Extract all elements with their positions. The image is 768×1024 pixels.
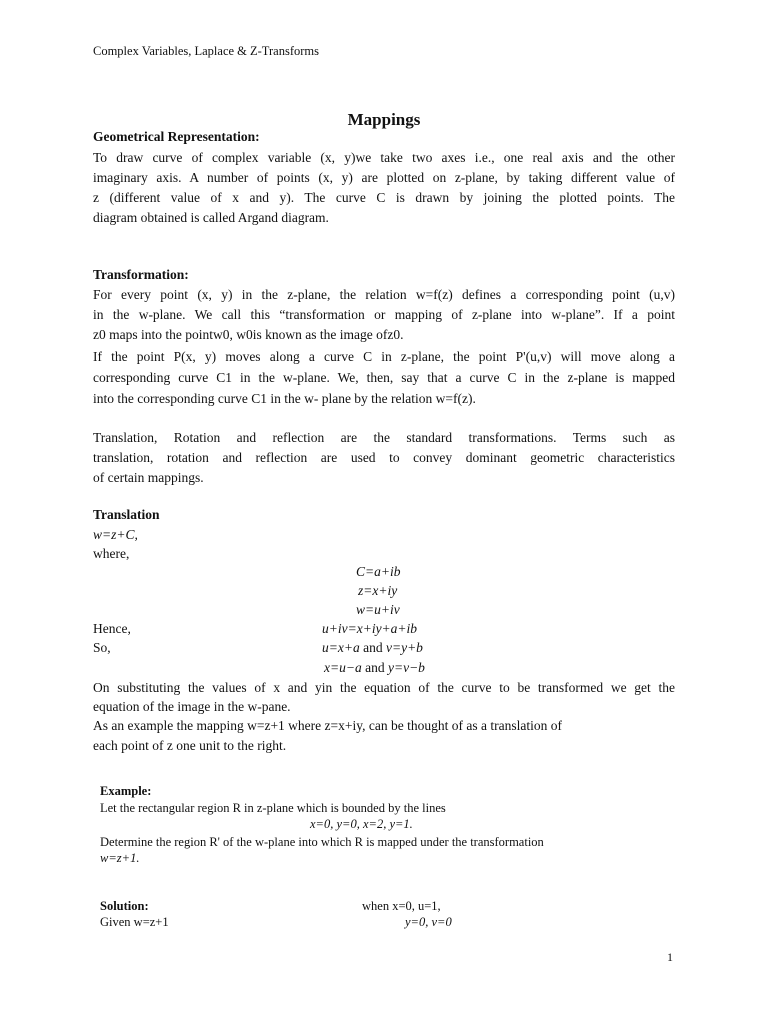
page-title: Mappings [347,110,421,129]
standard-line-1: Translation, Rotation and reflection are the standard transformations. Terms such as [93,430,675,445]
equation-y: y=v−b [387,660,425,675]
and-word: and [365,660,385,675]
solution-given: Given w=z+1 [100,915,169,929]
solution-heading: Solution: [100,899,149,913]
equation-uv [322,640,423,656]
geometric-line-4: diagram obtained is called Argand diagram. [93,210,329,225]
substitution-line-4: each point of z one unit to the right. [93,738,287,753]
transformation-line-6: into the corresponding curve C1 in the w- plane by the relation w=f(z). [93,391,476,406]
translation-heading: Translation [93,507,160,522]
page-number: 1 [667,950,673,964]
standard-line-2: translation, rotation and reflection are used to convey dominant geometric characteristics [93,450,675,465]
equation-c: C=a+ib [356,564,401,579]
so-label: So, [93,640,111,655]
geometric-line-2: imaginary axis. A number of points (x, y) are plotted on z-plane, by taking different value of [93,170,675,185]
hence-label: Hence, [93,621,131,636]
standard-line-3: of certain mappings. [93,470,204,485]
transformation-line-5: corresponding curve C1 in the w-plane. We, then, say that a curve C in the z-plane is mapped [93,370,675,385]
equation-u: u=x+a [322,640,360,655]
equation-z: z=x+iy [358,583,398,598]
equation-xy [324,660,425,676]
transformation-line-4: If the point P(x, y) moves along a curve C in z-plane, the point P'(u,v) will move along a [93,349,675,364]
solution-when-2: y=0, v=0 [405,915,452,929]
transformation-line-3: z0 maps into the pointw0, w0is known as the image ofz0. [93,327,404,342]
example-bounds: x=0, y=0, x=2, y=1. [310,817,413,831]
solution-when-1: when x=0, u=1, [362,899,441,913]
and-word: and [363,640,383,655]
geometric-line-3: z (different value of x and y). The curve C is drawn by joining the plotted points. The [93,190,675,205]
transformation-line-2: in the w-plane. We call this “transformation or mapping of z-plane into w-plane”. If a point [93,307,675,322]
transformation-heading: Transformation: [93,267,189,282]
substitution-line-2: equation of the image in the w-pane. [93,699,291,714]
example-line-1: Let the rectangular region R in z-plane which is bounded by the lines [100,801,446,815]
geometric-line-1: To draw curve of complex variable (x, y)we take two axes i.e., one real axis and the other [93,150,675,165]
equation-w: w=u+iv [356,602,400,617]
geometric-heading: Geometrical Representation: [93,129,260,144]
equation-v: v=y+b [385,640,423,655]
running-header: Complex Variables, Laplace & Z-Transforms [93,44,319,58]
equation-sum: u+iv=x+iy+a+ib [322,621,418,636]
example-line-3: w=z+1. [100,851,140,865]
translation-equation: w=z+C, [93,527,138,542]
equation-x: x=u−a [324,660,362,675]
example-heading: Example: [100,784,152,798]
substitution-line-3: As an example the mapping w=z+1 where z=x+iy, can be thought of as a translation of [93,718,562,733]
example-line-2: Determine the region R' of the w-plane into which R is mapped under the transformation [100,835,544,849]
substitution-line-1: On substituting the values of x and yin the equation of the curve to be transformed we get the [93,680,675,695]
where-label: where, [93,546,130,561]
transformation-line-1: For every point (x, y) in the z-plane, the relation w=f(z) defines a corresponding point (u,v) [93,287,675,302]
